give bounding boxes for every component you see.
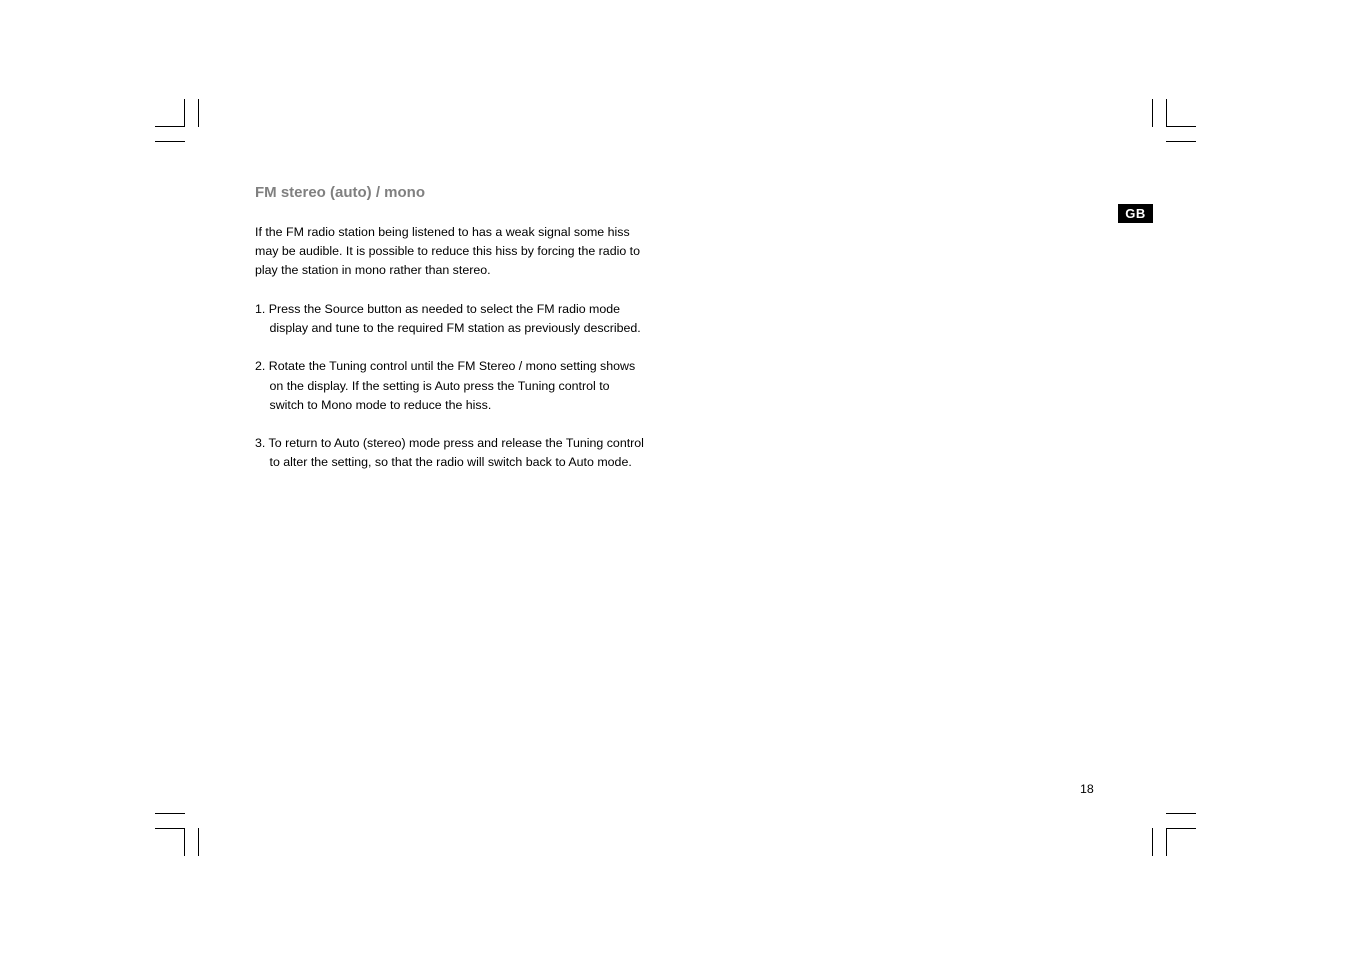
page-number: 18 — [1080, 782, 1094, 796]
step-line: to alter the setting, so that the radio will switch back to Auto mode. — [269, 455, 632, 470]
crop-mark — [1166, 828, 1196, 829]
intro-line: may be audible. It is possible to reduce this hiss by forcing the radio to — [255, 244, 641, 259]
language-badge: GB — [1118, 204, 1153, 223]
step-line: switch to Mono mode to reduce the hiss. — [269, 397, 492, 412]
crop-mark — [184, 828, 185, 856]
crop-mark — [1166, 141, 1196, 142]
step-2 — [255, 357, 675, 415]
step-line: 3. To return to Auto (stereo) mode press and release the Tuning control — [255, 436, 644, 451]
crop-mark — [1166, 126, 1196, 127]
step-line: display and tune to the required FM station as previously described. — [269, 321, 641, 335]
step-1 — [255, 300, 675, 338]
crop-mark — [1166, 813, 1196, 814]
intro-paragraph — [255, 223, 675, 281]
crop-mark — [1152, 99, 1153, 127]
step-3 — [255, 434, 675, 472]
section-heading: FM stereo (auto) / mono — [255, 184, 425, 201]
crop-mark — [1152, 828, 1153, 856]
crop-mark — [155, 813, 185, 814]
crop-mark — [155, 828, 185, 829]
intro-line: play the station in mono rather than stereo. — [255, 263, 491, 278]
step-line: on the display. If the setting is Auto press the Tuning control to — [269, 378, 610, 393]
crop-mark — [198, 99, 199, 127]
step-line: 2. Rotate the Tuning control until the FM Stereo / mono setting shows — [255, 359, 636, 374]
crop-mark — [155, 141, 185, 142]
crop-mark — [155, 126, 185, 127]
crop-mark — [1166, 828, 1167, 856]
intro-line: If the FM radio station being listened to has a weak signal some hiss — [255, 225, 630, 239]
step-line: 1. Press the Source button as needed to select the FM radio mode — [255, 301, 621, 316]
crop-mark — [184, 99, 185, 127]
crop-mark — [198, 828, 199, 856]
section-body — [255, 223, 675, 492]
crop-mark — [1166, 99, 1167, 127]
